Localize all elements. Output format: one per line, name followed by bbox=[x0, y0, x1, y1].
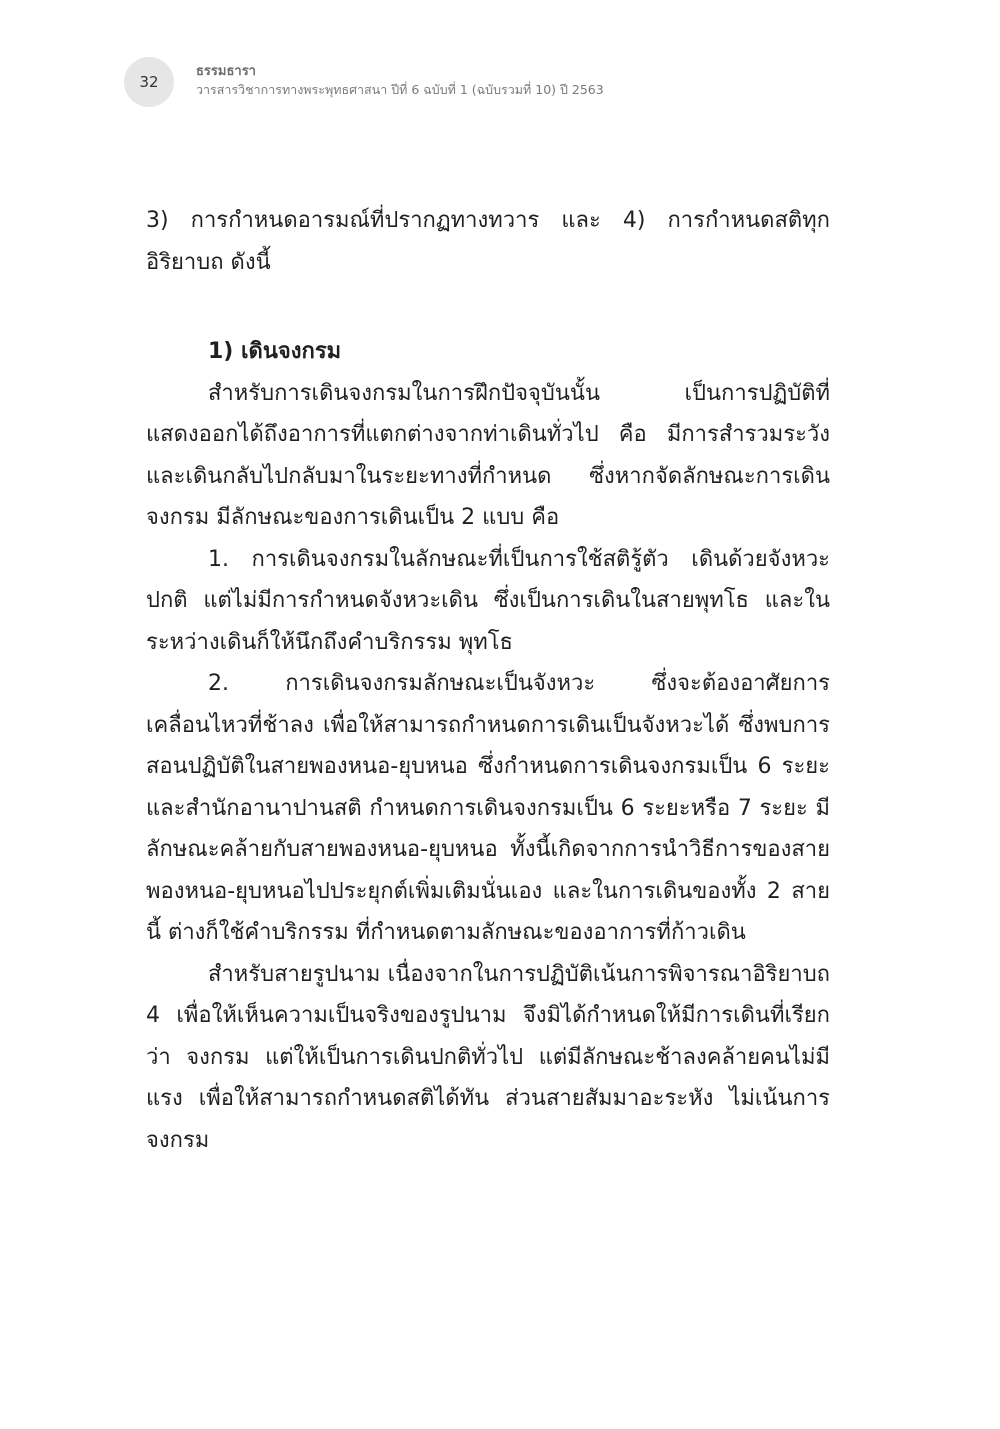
journal-subtitle: วารสารวิชาการทางพระพุทธศาสนา ปีที่ 6 ฉบับที่ 1 (ฉบับรวมที่ 10) ปี 2563 bbox=[196, 82, 604, 97]
running-header bbox=[196, 64, 604, 100]
journal-name: ธรรมธารา bbox=[196, 64, 256, 79]
body-paragraph: 1. การเดินจงกรมในลักษณะที่เป็นการใช้สติรู้ตัว เดินด้วยจังหวะปกติ แต่ไม่มีการกำหนดจังหวะเดิน ซึ่งเป็นการเดินในสายพุทโธ และในระหว่างเดินก็ให้นึกถึงคำบริกรรม พุทโธ bbox=[146, 546, 830, 655]
article-body bbox=[146, 200, 830, 1161]
section-heading: 1) เดินจงกรม bbox=[208, 339, 342, 364]
body-paragraph: 2. การเดินจงกรมลักษณะเป็นจังหวะ ซึ่งจะต้องอาศัยการเคลื่อนไหวที่ช้าลง เพื่อให้สามารถกำหนดการเดินเป็นจังหวะได้ ซึ่งพบการสอนปฏิบัติในสายพองหนอ-ยุบหนอ ซึ่งกำหนดการเดินจงกรมเป็น 6 ระยะ และสำนักอานาปานสติ กำหนดการเดินจงกรมเป็น 6 ระยะหรือ 7 ระยะ มีลักษณะคล้ายกับสายพองหนอ-ยุบหนอ ทั้งนี้เกิดจากการนำวิธีการของสายพองหนอ-ยุบหนอไปประยุกต์เพิ่มเติมนั่นเอง และในการเดินของทั้ง 2 สายนี้ ต่างก็ใช้คำบริกรรม ที่กำหนดตามลักษณะของอาการที่ก้าวเดิน bbox=[146, 671, 830, 945]
page-number: 32 bbox=[124, 57, 174, 107]
body-paragraph: สำหรับสายรูปนาม เนื่องจากในการปฏิบัติเน้นการพิจารณาอิริยาบถ 4 เพื่อให้เห็นความเป็นจริงของรูปนาม จึงมิได้กำหนดให้มีการเดินที่เรียกว่า จงกรม แต่ให้เป็นการเดินปกติทั่วไป แต่มีลักษณะช้าลงคล้ายคนไม่มีแรง เพื่อให้สามารถกำหนดสติได้ทัน ส่วนสายสัมมาอะระหัง ไม่เน้นการจงกรม bbox=[146, 961, 830, 1153]
intro-paragraph: 3) การกำหนดอารมณ์ที่ปรากฏทางทวาร และ 4) การกำหนดสติทุกอิริยาบถ ดังนี้ bbox=[146, 208, 830, 275]
body-paragraph: สำหรับการเดินจงกรมในการฝึกปัจจุบันนั้น เป็นการปฏิบัติที่แสดงออกได้ถึงอาการที่แตกต่างจากท่าเดินทั่วไป คือ มีการสำรวมระวังและเดินกลับไปกลับมาในระยะทางที่กำหนด ซึ่งหากจัดลักษณะการเดินจงกรม มีลักษณะของการเดินเป็น 2 แบบ คือ bbox=[146, 380, 830, 530]
